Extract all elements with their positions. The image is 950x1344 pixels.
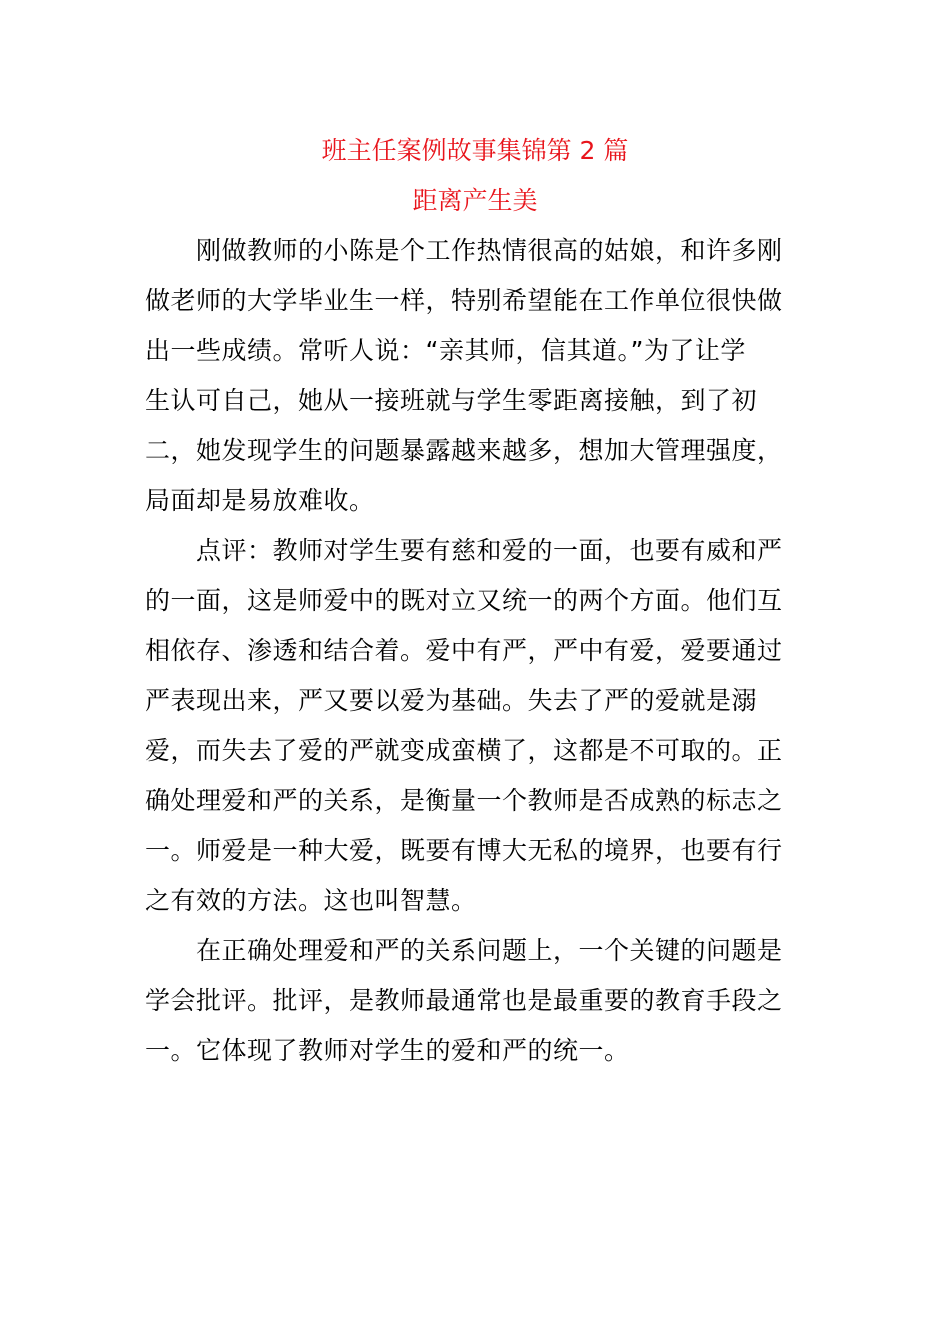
paragraph-2-line-1: 点评：教师对学生要有慈和爱的一面，也要有威和严 [196, 536, 783, 565]
paragraph-3-line-2: 学会批评。批评，是教师最通常也是最重要的教育手段之 [145, 986, 783, 1015]
paragraph-2-line-5: 爱，而失去了爱的严就变成蛮横了，这都是不可取的。正 [145, 736, 783, 765]
document-subtitle: 距离产生美 [412, 186, 538, 215]
paragraph-1-line-6: 局面却是易放难收。 [145, 486, 375, 515]
paragraph-1-line-5: 二，她发现学生的问题暴露越来越多，想加大管理强度， [145, 436, 783, 465]
paragraph-3-line-1: 在正确处理爱和严的关系问题上，一个关键的问题是 [196, 936, 783, 965]
paragraph-3-line-3: 一。它体现了教师对学生的爱和严的统一。 [145, 1036, 630, 1065]
paragraph-1-line-4: 生认可自己，她从一接班就与学生零距离接触，到了初 [145, 386, 758, 415]
paragraph-2-line-2: 的一面，这是师爱中的既对立又统一的两个方面。他们互 [145, 586, 783, 615]
paragraph-1-line-1: 刚做教师的小陈是个工作热情很高的姑娘，和许多刚 [196, 236, 783, 265]
document-title: 班主任案例故事集锦第 2 篇 [321, 136, 629, 165]
paragraph-2-line-7: 一。师爱是一种大爱，既要有博大无私的境界，也要有行 [145, 836, 783, 865]
paragraph-2-line-4: 严表现出来，严又要以爱为基础。失去了严的爱就是溺 [145, 686, 758, 715]
paragraph-2-line-3: 相依存、渗透和结合着。爱中有严，严中有爱，爱要通过 [145, 636, 783, 665]
paragraph-1-line-3: 出一些成绩。常听人说：“亲其师，信其道。”为了让学 [145, 336, 746, 365]
paragraph-1-line-2: 做老师的大学毕业生一样，特别希望能在工作单位很快做 [145, 286, 783, 315]
paragraph-2-line-6: 确处理爱和严的关系，是衡量一个教师是否成熟的标志之 [145, 786, 783, 815]
paragraph-2-line-8: 之有效的方法。这也叫智慧。 [145, 886, 477, 915]
